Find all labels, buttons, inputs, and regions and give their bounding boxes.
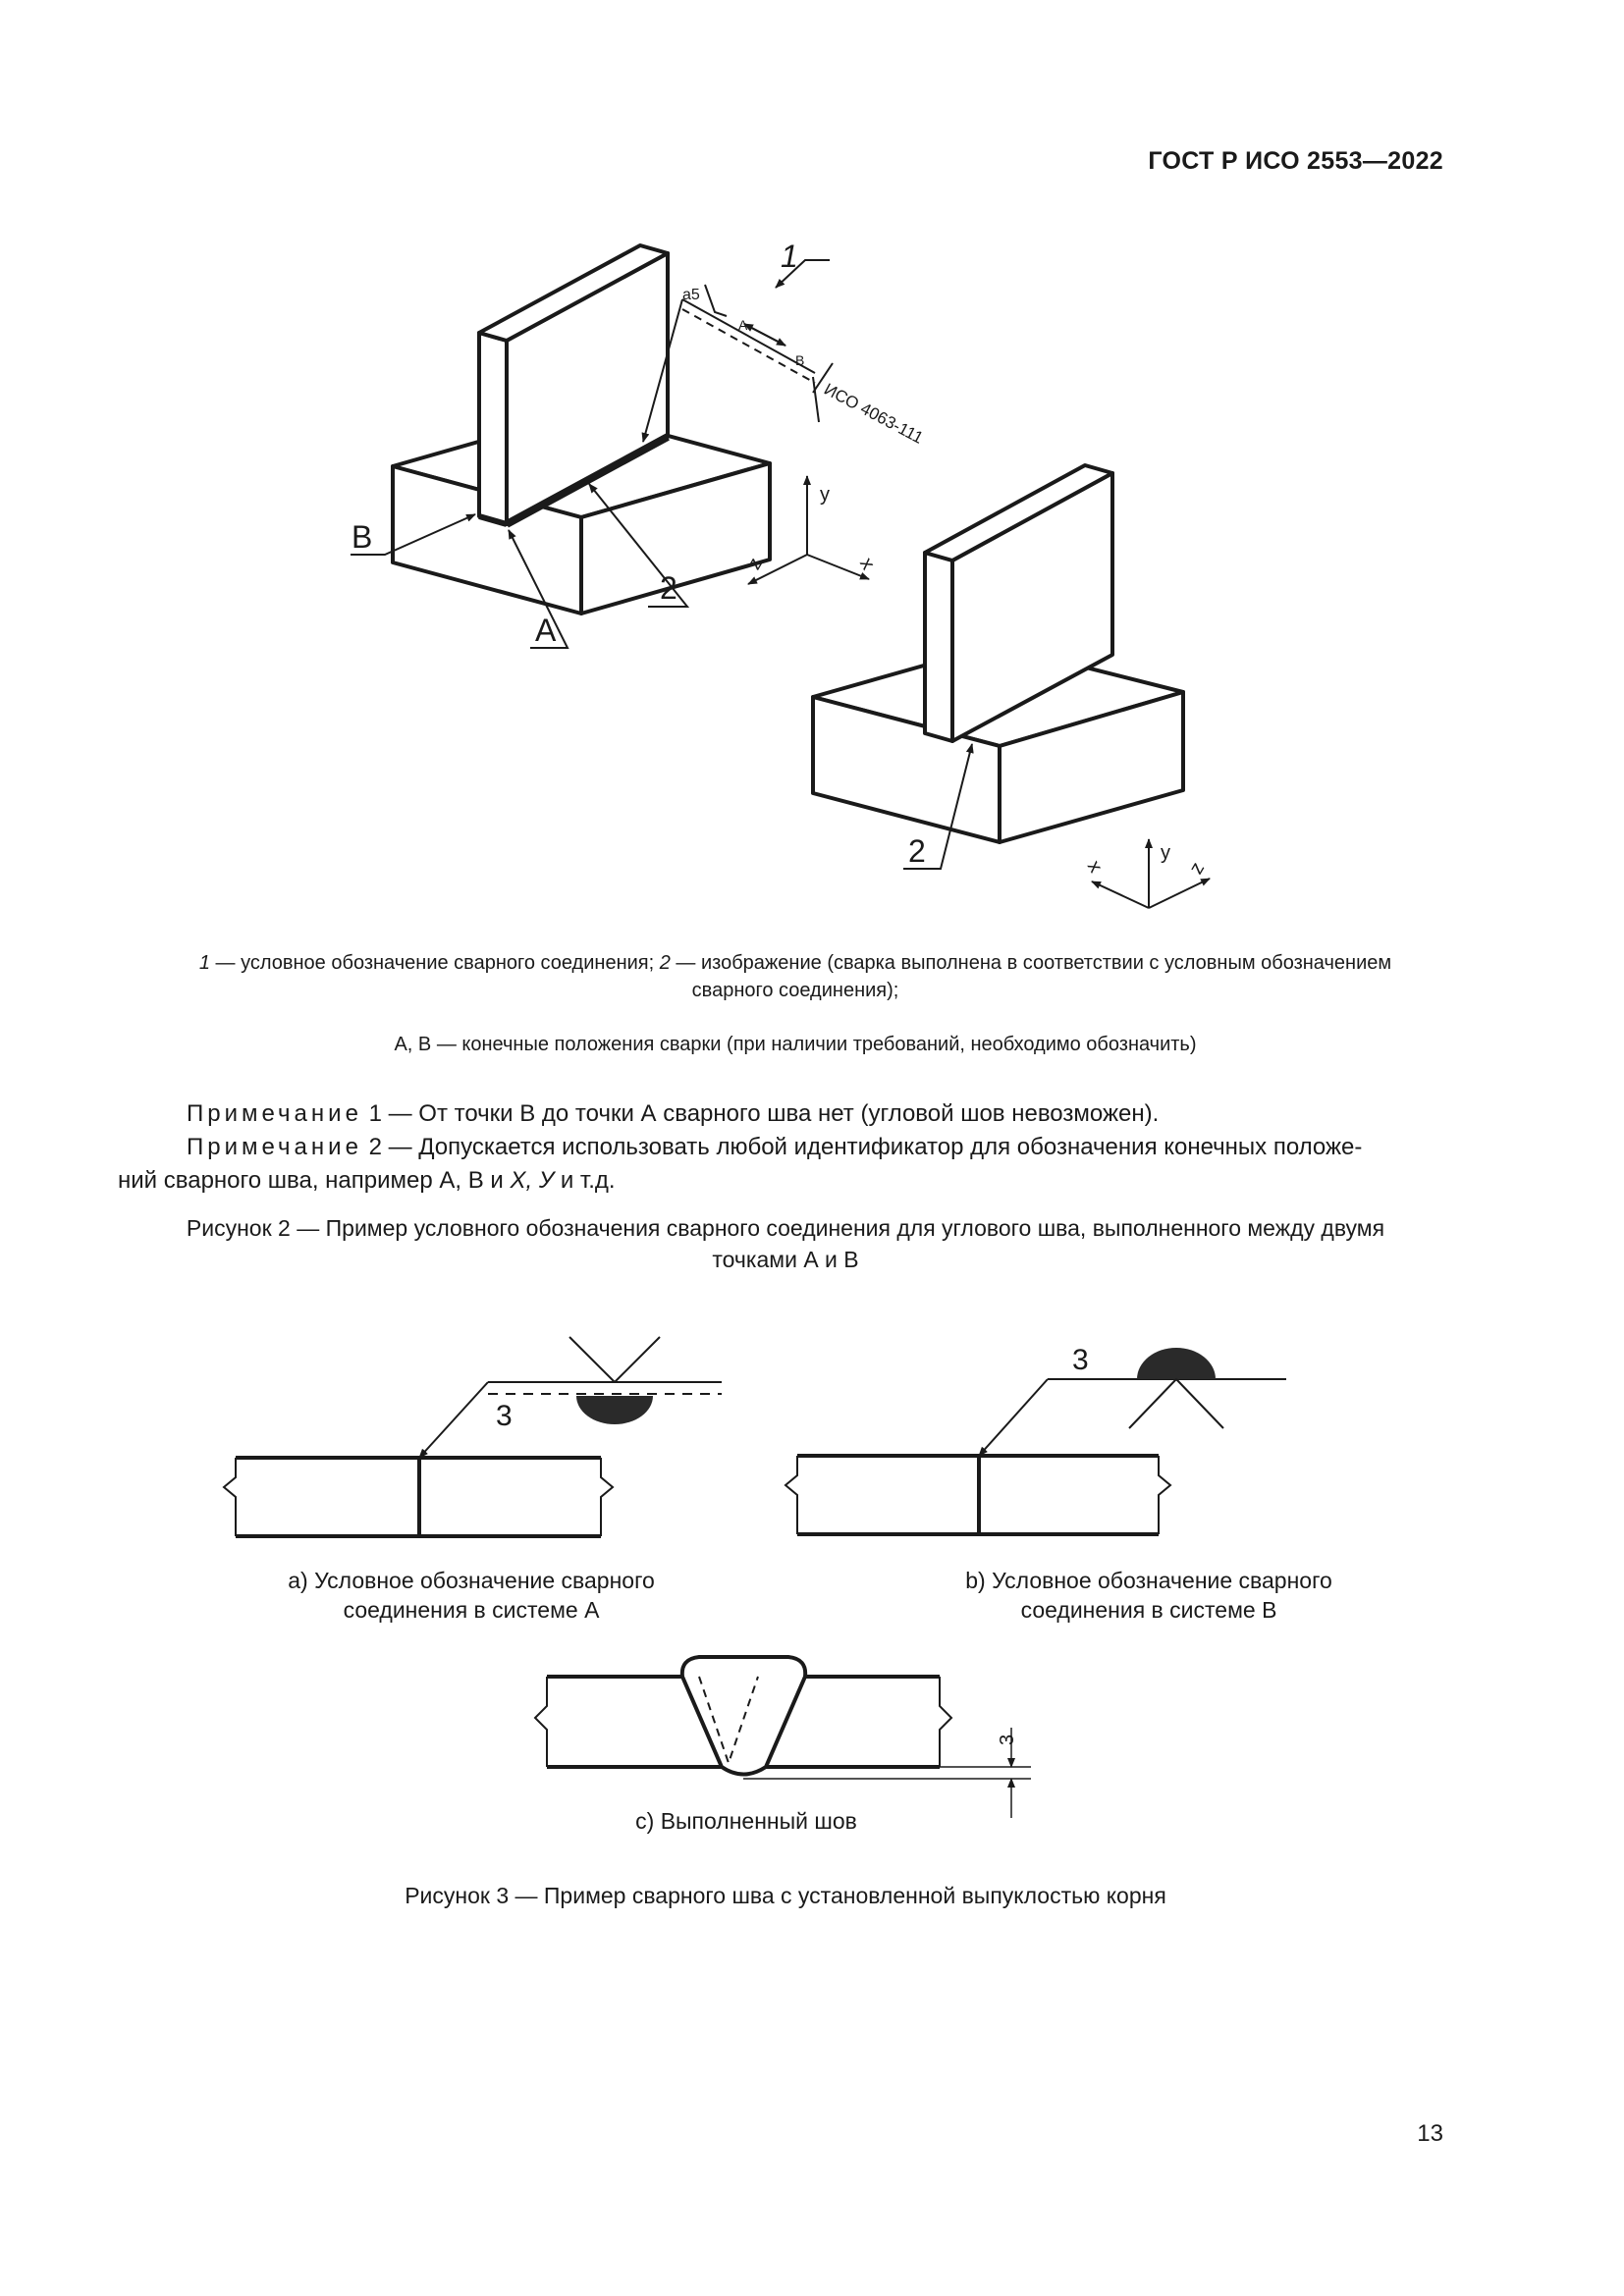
standard-header: ГОСТ Р ИСО 2553—2022 xyxy=(1148,147,1443,175)
figure2-legend xyxy=(108,949,1483,1004)
axis-z-right: z xyxy=(1185,858,1210,879)
web-plate-front-left xyxy=(479,333,507,524)
web-plate-front-right xyxy=(925,553,952,741)
t-joint-left xyxy=(393,245,770,614)
figure-3a xyxy=(224,1337,722,1536)
weld-bead-above-b xyxy=(1137,1348,1216,1379)
axis-y-right: y xyxy=(1161,842,1170,864)
figure3a-caption xyxy=(226,1566,717,1625)
legend-item2-cont: сварного соединения); xyxy=(691,980,899,1001)
axis-y-left: y xyxy=(820,484,830,506)
figure3a-caption-line2: соединения в системе А xyxy=(343,1597,600,1623)
figure-3c xyxy=(535,1657,1031,1818)
label-a5: a5 xyxy=(682,287,700,303)
axes-right xyxy=(1092,839,1210,908)
dim-3: 3 xyxy=(997,1734,1018,1745)
note-2-cont-1: ний сварного шва, например А, В и xyxy=(118,1167,511,1194)
figure3b-caption xyxy=(903,1566,1394,1625)
label-marker-2-right: 2 xyxy=(908,833,926,869)
note-2-text: 2 — Допускается использовать любой идентификатор для обозначения конечных положе- xyxy=(361,1134,1363,1160)
note-2 xyxy=(187,1131,1463,1164)
figure2-caption xyxy=(98,1212,1473,1275)
label-a-small: A xyxy=(738,317,748,333)
note-2-cont-2: и т.д. xyxy=(554,1167,616,1194)
page-number: 13 xyxy=(1417,2120,1443,2147)
note-2-cont-xy: X, У xyxy=(510,1167,555,1194)
note-2-continuation xyxy=(118,1164,1473,1198)
legend-item1-text: — условное обозначение сварного соединения; xyxy=(209,952,660,974)
legend-ab: А, В — конечные положения сварки (при наличии требований, необходимо обозначить) xyxy=(394,1034,1197,1055)
figure-3b xyxy=(785,1348,1286,1534)
figure2-caption-line1: Рисунок 2 — Пример условного обозначения сварного соединения для углового шва, выполненного между двумя xyxy=(186,1215,1385,1241)
label-b-small: B xyxy=(795,352,805,368)
figure3b-caption-line2: соединения в системе В xyxy=(1020,1597,1277,1623)
label-b: B xyxy=(352,519,373,555)
figure3a-caption-line1: а) Условное обозначение сварного xyxy=(288,1568,655,1593)
axis-z-left: z xyxy=(742,554,767,574)
legend-item1-num: 1 xyxy=(198,952,210,974)
label-3-b: 3 xyxy=(1072,1344,1089,1376)
legend-item2-num: 2 xyxy=(659,952,671,974)
figure3b-caption-line1: b) Условное обозначение сварного xyxy=(965,1568,1332,1593)
weld-bead-below-a xyxy=(576,1396,653,1424)
note-1-label: Примечание xyxy=(187,1100,362,1127)
axis-x-right: x xyxy=(1082,856,1107,877)
t-joint-right xyxy=(813,465,1183,842)
figure3-caption: Рисунок 3 — Пример сварного шва с установленной выпуклостью корня xyxy=(405,1883,1166,1908)
label-iso-process: ИСО 4063-111 xyxy=(821,379,927,448)
note-2-label: Примечание xyxy=(187,1134,362,1160)
axis-x-left: x xyxy=(855,554,880,574)
legend-item2-text: — изображение (сварка выполнена в соответствии с условным обозначением xyxy=(670,952,1392,974)
note-1 xyxy=(187,1097,1463,1131)
figure3c-caption: с) Выполненный шов xyxy=(635,1808,857,1834)
note-1-text: 1 — От точки В до точки А сварного шва нет (угловой шов невозможен). xyxy=(361,1100,1160,1127)
label-marker-1: 1 xyxy=(781,239,798,274)
label-3-a: 3 xyxy=(496,1400,513,1432)
label-marker-2-left: 2 xyxy=(660,570,677,606)
weld-symbol xyxy=(682,285,833,422)
figure2-caption-line2: точками А и В xyxy=(712,1247,859,1272)
label-a: A xyxy=(535,613,557,648)
